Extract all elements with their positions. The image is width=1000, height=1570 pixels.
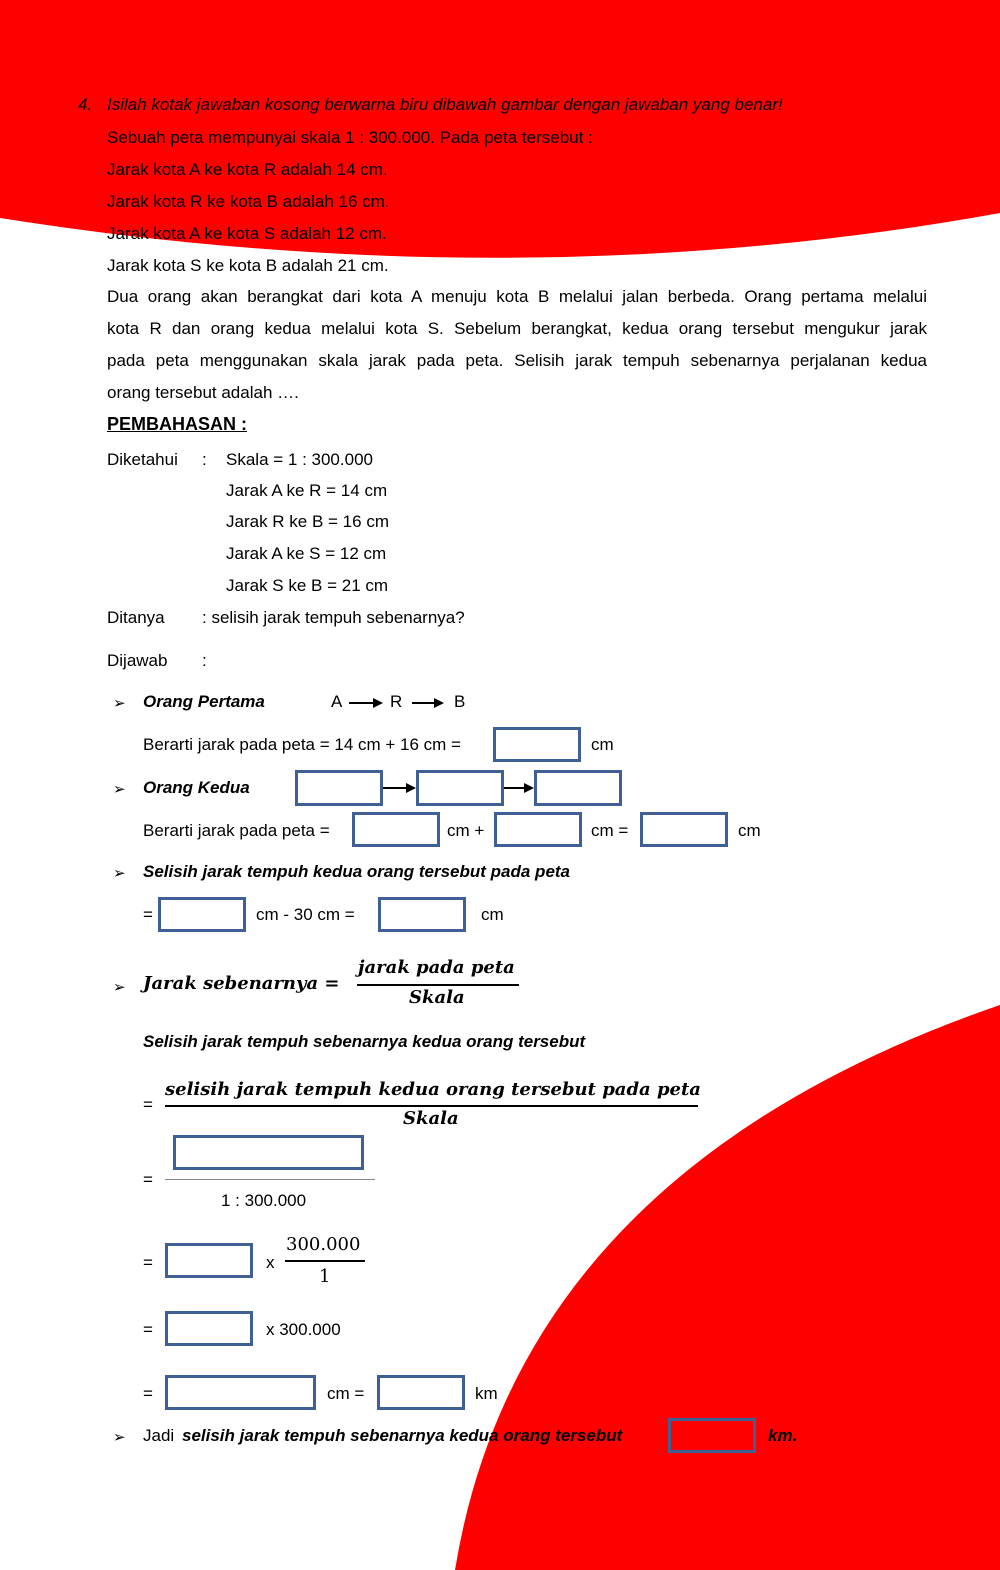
answer-box-times-scale[interactable] <box>165 1311 253 1346</box>
first-person-label: Orang Pertama <box>143 692 265 711</box>
bullet-icon: ➢ <box>113 781 126 798</box>
scale-fraction-bar <box>165 1179 375 1180</box>
answer-box-first-total[interactable] <box>493 727 581 762</box>
answer-box-route-start[interactable] <box>295 770 383 806</box>
conclusion-unit: km. <box>768 1426 798 1445</box>
known-item: Jarak S ke B = 21 cm <box>226 576 389 595</box>
route-arrow-icon <box>406 783 416 793</box>
solution-heading: PEMBAHASAN : <box>107 414 248 434</box>
route-arrow-icon <box>524 783 534 793</box>
known-item: Jarak A ke R = 14 cm <box>226 481 388 500</box>
route-city: B <box>454 692 466 711</box>
asked-text: : selisih jarak tempuh sebenarnya? <box>202 608 465 627</box>
answer-box-real-numerator[interactable] <box>173 1135 364 1170</box>
known-label: Diketahui <box>107 450 178 469</box>
times-sign: x <box>266 1253 275 1272</box>
answer-box-difference-total[interactable] <box>158 897 246 932</box>
question-paragraph-line: kota R dan orang kedua melalui kota S. Sebelum berangkat, kedua orang tersebut mengukur jarak <box>107 319 927 338</box>
question-instruction: Isilah kotak jawaban kosong berwarna biru dibawah gambar dengan jawaban yang benar! <box>107 95 783 114</box>
formula-fraction-bar <box>357 984 519 986</box>
fraction-numerator: 300.000 <box>286 1234 361 1255</box>
known-colon: : <box>202 450 207 469</box>
formula-lhs: Jarak sebenarnya = <box>143 973 340 994</box>
difference-map-label: Selisih jarak tempuh kedua orang tersebut pada peta <box>143 862 571 881</box>
question-paragraph-line: pada peta menggunakan skala jarak pada peta. Selisih jarak tempuh sebenarnya perjalanan kedua <box>107 351 927 370</box>
difference-middle-text: cm - 30 cm = <box>256 905 355 924</box>
plus-text: cm + <box>447 821 485 840</box>
answer-box-route-middle[interactable] <box>416 770 504 806</box>
bullet-icon: ➢ <box>113 865 126 882</box>
bullet-icon: ➢ <box>113 1429 126 1446</box>
cm-equals-text: cm = <box>327 1384 365 1403</box>
answer-box-route-end[interactable] <box>534 770 622 806</box>
answer-box-conclusion[interactable] <box>668 1418 756 1453</box>
route-city: A <box>331 692 343 711</box>
first-person-line: Berarti jarak pada peta = 14 cm + 16 cm = <box>143 735 461 754</box>
fraction-bar <box>285 1260 365 1262</box>
answer-box-second-distance-1[interactable] <box>352 812 440 847</box>
answer-box-result-km[interactable] <box>377 1375 465 1410</box>
question-number: 4. <box>78 95 93 114</box>
real-difference-numerator: selisih jarak tempuh kedua orang tersebut pada peta <box>165 1079 701 1100</box>
bullet-icon: ➢ <box>113 695 126 712</box>
equals-sign: = <box>143 1320 153 1339</box>
route-arrow-line <box>383 787 407 789</box>
route-arrow-icon <box>373 698 383 708</box>
equals-sign: = <box>143 1095 153 1114</box>
question-paragraph-line: orang tersebut adalah …. <box>107 383 299 402</box>
unit-text: cm <box>738 821 761 840</box>
route-arrow-icon <box>434 698 444 708</box>
bullet-icon: ➢ <box>113 979 126 996</box>
conclusion-text: selisih jarak tempuh sebenarnya kedua orang tersebut <box>182 1426 623 1445</box>
second-person-line: Berarti jarak pada peta = <box>143 821 330 840</box>
equals-text: cm = <box>591 821 629 840</box>
answer-colon: : <box>202 651 207 670</box>
equals-sign: = <box>143 1384 153 1403</box>
fraction-denominator: 1 <box>319 1266 331 1287</box>
route-arrow-line <box>504 787 524 789</box>
answer-box-result-cm[interactable] <box>165 1375 316 1410</box>
question-line: Jarak kota S ke kota B adalah 21 cm. <box>107 256 389 275</box>
real-difference-label: Selisih jarak tempuh sebenarnya kedua orang tersebut <box>143 1032 586 1051</box>
route-arrow-line <box>349 702 373 704</box>
formula-numerator: jarak pada peta <box>358 957 515 978</box>
question-line: Jarak kota A ke kota R adalah 14 cm. <box>107 160 388 179</box>
answer-box-difference-result[interactable] <box>378 897 466 932</box>
route-arrow-line <box>412 702 434 704</box>
real-difference-fraction-bar <box>165 1105 698 1107</box>
equals-sign: = <box>143 1170 153 1189</box>
conclusion-prefix: Jadi <box>143 1426 175 1445</box>
answer-box-second-distance-2[interactable] <box>494 812 582 847</box>
question-paragraph-line: Dua orang akan berangkat dari kota A menuju kota B melalui jalan berbeda. Orang pertama melalui <box>107 287 927 306</box>
times-value: x 300.000 <box>266 1320 341 1339</box>
answer-box-second-total[interactable] <box>640 812 728 847</box>
real-difference-denominator: Skala <box>403 1108 459 1129</box>
second-person-label: Orang Kedua <box>143 778 250 797</box>
question-line: Jarak kota R ke kota B adalah 16 cm. <box>107 192 390 211</box>
known-item: Jarak A ke S = 12 cm <box>226 544 387 563</box>
formula-denominator: Skala <box>409 987 465 1008</box>
km-text: km <box>475 1384 498 1403</box>
question-line: Sebuah peta mempunyai skala 1 : 300.000. Pada peta tersebut : <box>107 128 593 147</box>
unit-text: cm <box>481 905 504 924</box>
route-city: R <box>390 692 403 711</box>
unit-text: cm <box>591 735 614 754</box>
asked-label: Ditanya <box>107 608 165 627</box>
known-item: Jarak R ke B = 16 cm <box>226 512 389 531</box>
question-line: Jarak kota A ke kota S adalah 12 cm. <box>107 224 387 243</box>
answer-box-multiply[interactable] <box>165 1243 253 1278</box>
equals-sign: = <box>143 1253 153 1272</box>
equals-sign: = <box>143 905 153 924</box>
known-item: Skala = 1 : 300.000 <box>226 450 373 469</box>
scale-denominator: 1 : 300.000 <box>221 1191 307 1210</box>
answer-label: Dijawab <box>107 651 168 670</box>
